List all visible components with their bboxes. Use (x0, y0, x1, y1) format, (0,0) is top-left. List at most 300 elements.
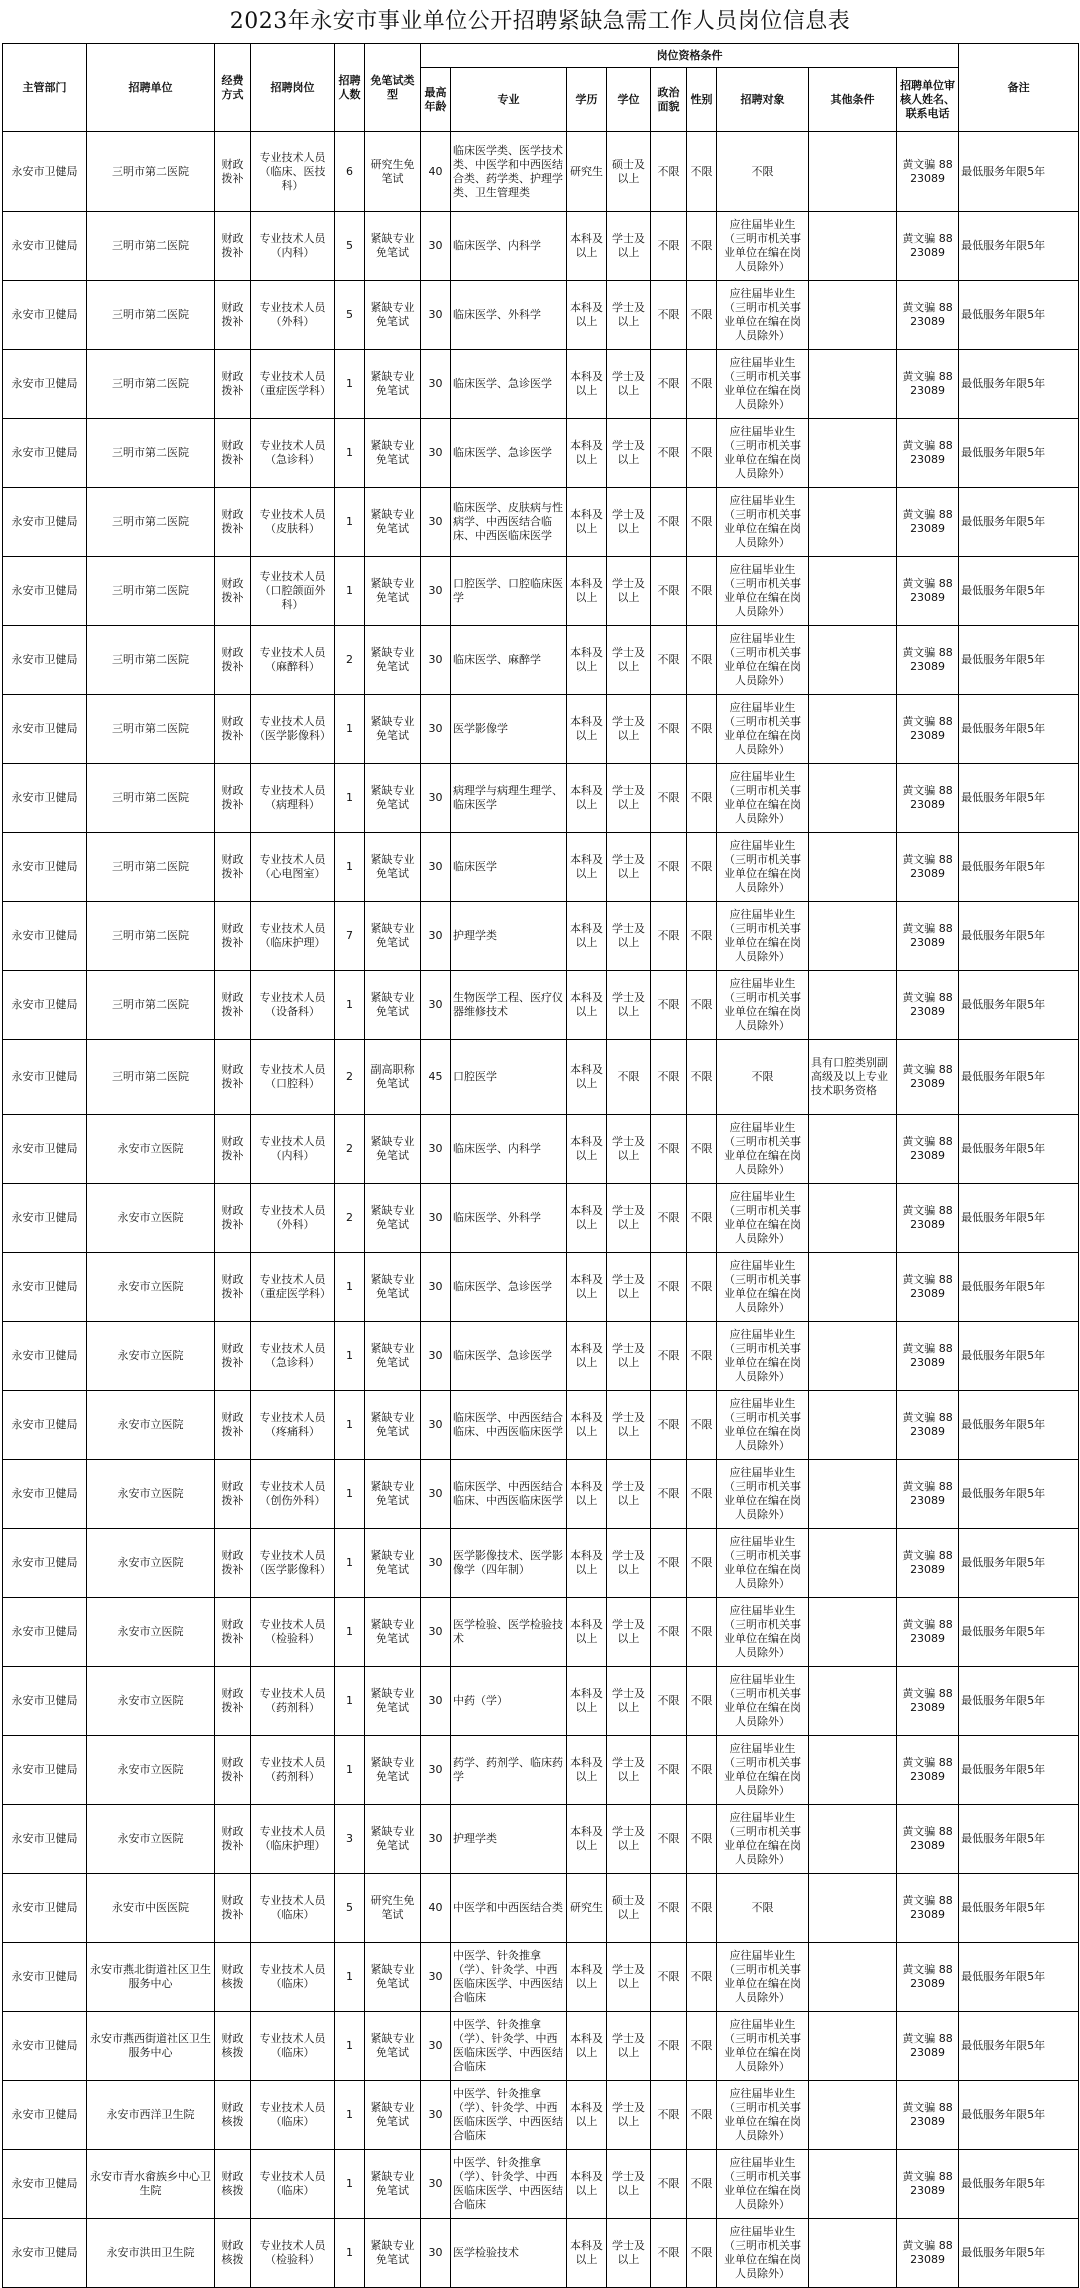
cell-funding: 财政拨补 (215, 971, 251, 1040)
cell-gender: 不限 (687, 488, 717, 557)
header-gender: 性别 (687, 68, 717, 132)
cell-major: 临床医学、中西医结合临床、中西医临床医学 (451, 1391, 567, 1460)
cell-political: 不限 (651, 2219, 687, 2288)
cell-contact: 黄文骗 8823089 (897, 695, 959, 764)
cell-count: 5 (335, 212, 365, 281)
cell-funding: 财政拨补 (215, 212, 251, 281)
cell-position: 专业技术人员（医学影像科） (251, 1529, 335, 1598)
cell-education: 本科及以上 (567, 1322, 607, 1391)
cell-age: 30 (421, 2081, 451, 2150)
cell-other (809, 833, 897, 902)
cell-position: 专业技术人员（麻醉科） (251, 626, 335, 695)
cell-count: 1 (335, 1736, 365, 1805)
cell-contact: 黄文骗 8823089 (897, 902, 959, 971)
cell-contact: 黄文骗 8823089 (897, 2081, 959, 2150)
cell-political: 不限 (651, 2150, 687, 2219)
cell-education: 本科及以上 (567, 350, 607, 419)
cell-exam: 紧缺专业免笔试 (365, 1805, 421, 1874)
cell-target: 应往届毕业生（三明市机关事业单位在编在岗人员除外） (717, 1391, 809, 1460)
cell-unit: 永安市立医院 (87, 1322, 215, 1391)
table-row (3, 1040, 1079, 1115)
cell-gender: 不限 (687, 1115, 717, 1184)
table-row (3, 1529, 1079, 1598)
cell-gender: 不限 (687, 1184, 717, 1253)
cell-dept: 永安市卫健局 (3, 971, 87, 1040)
cell-political: 不限 (651, 1736, 687, 1805)
cell-political: 不限 (651, 1040, 687, 1115)
cell-education: 本科及以上 (567, 2150, 607, 2219)
cell-age: 30 (421, 2219, 451, 2288)
cell-major: 中医学和中西医结合类 (451, 1874, 567, 1943)
table-row (3, 764, 1079, 833)
cell-political: 不限 (651, 902, 687, 971)
cell-other (809, 902, 897, 971)
header-education: 学历 (567, 68, 607, 132)
cell-contact: 黄文骗 8823089 (897, 350, 959, 419)
cell-position: 专业技术人员（病理科） (251, 764, 335, 833)
cell-funding: 财政拨补 (215, 1460, 251, 1529)
cell-education: 本科及以上 (567, 2012, 607, 2081)
cell-position: 专业技术人员（临床） (251, 1943, 335, 2012)
cell-note: 最低服务年限5年 (959, 1040, 1079, 1115)
cell-political: 不限 (651, 350, 687, 419)
cell-degree: 学士及以上 (607, 695, 651, 764)
cell-major: 中医学、针灸推拿（学）、针灸学、中西医临床医学、中西医结合临床 (451, 2012, 567, 2081)
cell-other (809, 488, 897, 557)
header-note: 备注 (959, 44, 1079, 132)
cell-funding: 财政拨补 (215, 419, 251, 488)
cell-unit: 三明市第二医院 (87, 695, 215, 764)
cell-funding: 财政核拨 (215, 2081, 251, 2150)
cell-major: 临床医学、外科学 (451, 281, 567, 350)
cell-degree: 硕士及以上 (607, 132, 651, 212)
cell-degree: 学士及以上 (607, 419, 651, 488)
cell-note: 最低服务年限5年 (959, 1598, 1079, 1667)
cell-count: 6 (335, 132, 365, 212)
cell-dept: 永安市卫健局 (3, 350, 87, 419)
cell-funding: 财政拨补 (215, 557, 251, 626)
cell-note: 最低服务年限5年 (959, 1253, 1079, 1322)
cell-exam: 紧缺专业免笔试 (365, 1943, 421, 2012)
cell-count: 3 (335, 1805, 365, 1874)
cell-degree: 学士及以上 (607, 1529, 651, 1598)
cell-count: 5 (335, 281, 365, 350)
cell-dept: 永安市卫健局 (3, 281, 87, 350)
cell-count: 1 (335, 764, 365, 833)
cell-unit: 永安市洪田卫生院 (87, 2219, 215, 2288)
cell-contact: 黄文骗 8823089 (897, 2012, 959, 2081)
cell-note: 最低服务年限5年 (959, 419, 1079, 488)
cell-exam: 紧缺专业免笔试 (365, 1460, 421, 1529)
cell-note: 最低服务年限5年 (959, 2012, 1079, 2081)
cell-contact: 黄文骗 8823089 (897, 1253, 959, 1322)
cell-major: 临床医学、急诊医学 (451, 1322, 567, 1391)
cell-exam: 紧缺专业免笔试 (365, 1115, 421, 1184)
cell-funding: 财政拨补 (215, 1598, 251, 1667)
cell-major: 中医学、针灸推拿（学）、针灸学、中西医临床医学、中西医结合临床 (451, 2081, 567, 2150)
cell-education: 本科及以上 (567, 2081, 607, 2150)
cell-note: 最低服务年限5年 (959, 1460, 1079, 1529)
table-body (3, 132, 1079, 2288)
cell-note: 最低服务年限5年 (959, 212, 1079, 281)
cell-target: 应往届毕业生（三明市机关事业单位在编在岗人员除外） (717, 1184, 809, 1253)
cell-exam: 紧缺专业免笔试 (365, 350, 421, 419)
cell-degree: 学士及以上 (607, 1943, 651, 2012)
cell-contact: 黄文骗 8823089 (897, 1943, 959, 2012)
cell-other (809, 419, 897, 488)
cell-age: 45 (421, 1040, 451, 1115)
cell-age: 40 (421, 1874, 451, 1943)
cell-count: 1 (335, 350, 365, 419)
cell-education: 本科及以上 (567, 419, 607, 488)
cell-education: 本科及以上 (567, 1598, 607, 1667)
cell-age: 30 (421, 1529, 451, 1598)
cell-count: 5 (335, 1874, 365, 1943)
cell-target: 应往届毕业生（三明市机关事业单位在编在岗人员除外） (717, 2081, 809, 2150)
header-row-1 (3, 44, 1079, 68)
cell-political: 不限 (651, 2081, 687, 2150)
header-funding: 经费方式 (215, 44, 251, 132)
cell-position: 专业技术人员（疼痛科） (251, 1391, 335, 1460)
cell-gender: 不限 (687, 1874, 717, 1943)
cell-education: 本科及以上 (567, 1805, 607, 1874)
cell-dept: 永安市卫健局 (3, 1115, 87, 1184)
cell-major: 药学、药剂学、临床药学 (451, 1736, 567, 1805)
cell-political: 不限 (651, 1667, 687, 1736)
cell-degree: 学士及以上 (607, 764, 651, 833)
cell-funding: 财政拨补 (215, 281, 251, 350)
header-major: 专业 (451, 68, 567, 132)
cell-position: 专业技术人员（临床、医技科） (251, 132, 335, 212)
cell-exam: 紧缺专业免笔试 (365, 2081, 421, 2150)
cell-funding: 财政拨补 (215, 1115, 251, 1184)
header-political: 政治面貌 (651, 68, 687, 132)
cell-political: 不限 (651, 557, 687, 626)
cell-other (809, 1391, 897, 1460)
cell-dept: 永安市卫健局 (3, 1040, 87, 1115)
cell-degree: 学士及以上 (607, 1115, 651, 1184)
table-row (3, 132, 1079, 212)
cell-note: 最低服务年限5年 (959, 626, 1079, 695)
cell-position: 专业技术人员（临床） (251, 2081, 335, 2150)
cell-position: 专业技术人员（外科） (251, 281, 335, 350)
cell-target: 应往届毕业生（三明市机关事业单位在编在岗人员除外） (717, 2150, 809, 2219)
cell-note: 最低服务年限5年 (959, 1874, 1079, 1943)
cell-exam: 紧缺专业免笔试 (365, 695, 421, 764)
cell-political: 不限 (651, 132, 687, 212)
table-row (3, 1322, 1079, 1391)
cell-dept: 永安市卫健局 (3, 1253, 87, 1322)
cell-note: 最低服务年限5年 (959, 1322, 1079, 1391)
cell-contact: 黄文骗 8823089 (897, 1667, 959, 1736)
cell-note: 最低服务年限5年 (959, 1184, 1079, 1253)
cell-exam: 紧缺专业免笔试 (365, 1322, 421, 1391)
cell-major: 口腔医学、口腔临床医学 (451, 557, 567, 626)
cell-target: 应往届毕业生（三明市机关事业单位在编在岗人员除外） (717, 1115, 809, 1184)
cell-target: 应往届毕业生（三明市机关事业单位在编在岗人员除外） (717, 419, 809, 488)
cell-contact: 黄文骗 8823089 (897, 833, 959, 902)
table-row (3, 281, 1079, 350)
cell-target: 应往届毕业生（三明市机关事业单位在编在岗人员除外） (717, 1736, 809, 1805)
cell-unit: 永安市西洋卫生院 (87, 2081, 215, 2150)
cell-unit: 永安市立医院 (87, 1805, 215, 1874)
cell-age: 30 (421, 281, 451, 350)
table-row (3, 902, 1079, 971)
cell-education: 本科及以上 (567, 1184, 607, 1253)
cell-age: 40 (421, 132, 451, 212)
cell-target: 应往届毕业生（三明市机关事业单位在编在岗人员除外） (717, 2012, 809, 2081)
cell-count: 1 (335, 2012, 365, 2081)
cell-contact: 黄文骗 8823089 (897, 1598, 959, 1667)
cell-dept: 永安市卫健局 (3, 212, 87, 281)
cell-count: 1 (335, 2219, 365, 2288)
cell-funding: 财政核拨 (215, 2219, 251, 2288)
cell-other (809, 2219, 897, 2288)
cell-target: 应往届毕业生（三明市机关事业单位在编在岗人员除外） (717, 1667, 809, 1736)
cell-exam: 紧缺专业免笔试 (365, 1184, 421, 1253)
cell-gender: 不限 (687, 971, 717, 1040)
cell-funding: 财政核拨 (215, 1943, 251, 2012)
cell-unit: 永安市燕北街道社区卫生服务中心 (87, 1943, 215, 2012)
cell-funding: 财政拨补 (215, 1040, 251, 1115)
cell-count: 2 (335, 1184, 365, 1253)
cell-age: 30 (421, 1184, 451, 1253)
cell-other (809, 281, 897, 350)
cell-exam: 紧缺专业免笔试 (365, 488, 421, 557)
cell-degree: 学士及以上 (607, 1391, 651, 1460)
cell-education: 本科及以上 (567, 971, 607, 1040)
cell-contact: 黄文骗 8823089 (897, 1529, 959, 1598)
cell-other (809, 1874, 897, 1943)
cell-dept: 永安市卫健局 (3, 419, 87, 488)
cell-contact: 黄文骗 8823089 (897, 626, 959, 695)
cell-major: 医学影像技术、医学影像学（四年制） (451, 1529, 567, 1598)
cell-degree: 学士及以上 (607, 488, 651, 557)
cell-unit: 三明市第二医院 (87, 488, 215, 557)
cell-contact: 黄文骗 8823089 (897, 1805, 959, 1874)
cell-major: 临床医学、急诊医学 (451, 419, 567, 488)
cell-exam: 紧缺专业免笔试 (365, 419, 421, 488)
cell-other (809, 626, 897, 695)
cell-count: 1 (335, 1598, 365, 1667)
cell-political: 不限 (651, 1322, 687, 1391)
table-row (3, 1391, 1079, 1460)
cell-exam: 紧缺专业免笔试 (365, 557, 421, 626)
cell-unit: 三明市第二医院 (87, 764, 215, 833)
cell-age: 30 (421, 1805, 451, 1874)
table-row (3, 1460, 1079, 1529)
cell-funding: 财政拨补 (215, 833, 251, 902)
cell-funding: 财政拨补 (215, 132, 251, 212)
cell-political: 不限 (651, 1253, 687, 1322)
cell-education: 本科及以上 (567, 1667, 607, 1736)
cell-degree: 学士及以上 (607, 2150, 651, 2219)
cell-major: 中药（学） (451, 1667, 567, 1736)
cell-political: 不限 (651, 626, 687, 695)
cell-major: 口腔医学 (451, 1040, 567, 1115)
cell-contact: 黄文骗 8823089 (897, 1391, 959, 1460)
header-count: 招聘人数 (335, 44, 365, 132)
cell-gender: 不限 (687, 132, 717, 212)
cell-count: 2 (335, 1115, 365, 1184)
cell-dept: 永安市卫健局 (3, 695, 87, 764)
header-degree: 学位 (607, 68, 651, 132)
cell-funding: 财政拨补 (215, 1253, 251, 1322)
cell-political: 不限 (651, 1529, 687, 1598)
cell-degree: 学士及以上 (607, 1322, 651, 1391)
cell-count: 1 (335, 695, 365, 764)
cell-target: 应往届毕业生（三明市机关事业单位在编在岗人员除外） (717, 557, 809, 626)
cell-target: 应往届毕业生（三明市机关事业单位在编在岗人员除外） (717, 281, 809, 350)
cell-dept: 永安市卫健局 (3, 1322, 87, 1391)
header-position: 招聘岗位 (251, 44, 335, 132)
cell-age: 30 (421, 1460, 451, 1529)
cell-education: 本科及以上 (567, 212, 607, 281)
cell-gender: 不限 (687, 212, 717, 281)
cell-count: 1 (335, 1391, 365, 1460)
cell-target: 应往届毕业生（三明市机关事业单位在编在岗人员除外） (717, 2219, 809, 2288)
cell-age: 30 (421, 1736, 451, 1805)
cell-major: 中医学、针灸推拿（学）、针灸学、中西医临床医学、中西医结合临床 (451, 1943, 567, 2012)
cell-position: 专业技术人员（临床） (251, 2012, 335, 2081)
cell-count: 1 (335, 833, 365, 902)
cell-funding: 财政拨补 (215, 902, 251, 971)
cell-education: 本科及以上 (567, 1460, 607, 1529)
cell-dept: 永安市卫健局 (3, 1460, 87, 1529)
cell-political: 不限 (651, 1874, 687, 1943)
cell-other (809, 1460, 897, 1529)
cell-exam: 紧缺专业免笔试 (365, 1529, 421, 1598)
cell-contact: 黄文骗 8823089 (897, 1460, 959, 1529)
cell-dept: 永安市卫健局 (3, 1529, 87, 1598)
table-row (3, 1184, 1079, 1253)
cell-major: 临床医学、内科学 (451, 212, 567, 281)
cell-gender: 不限 (687, 1598, 717, 1667)
cell-position: 专业技术人员（临床） (251, 2150, 335, 2219)
cell-contact: 黄文骗 8823089 (897, 2150, 959, 2219)
cell-age: 30 (421, 1253, 451, 1322)
cell-education: 本科及以上 (567, 488, 607, 557)
cell-note: 最低服务年限5年 (959, 764, 1079, 833)
cell-dept: 永安市卫健局 (3, 1805, 87, 1874)
cell-exam: 紧缺专业免笔试 (365, 1667, 421, 1736)
cell-note: 最低服务年限5年 (959, 557, 1079, 626)
cell-unit: 三明市第二医院 (87, 132, 215, 212)
cell-education: 本科及以上 (567, 281, 607, 350)
table-row (3, 626, 1079, 695)
cell-note: 最低服务年限5年 (959, 281, 1079, 350)
cell-note: 最低服务年限5年 (959, 1805, 1079, 1874)
cell-education: 研究生 (567, 1874, 607, 1943)
cell-political: 不限 (651, 1460, 687, 1529)
cell-major: 临床医学、皮肤病与性病学、中西医结合临床、中西医临床医学 (451, 488, 567, 557)
cell-age: 30 (421, 626, 451, 695)
cell-gender: 不限 (687, 419, 717, 488)
cell-other (809, 1322, 897, 1391)
table-row (3, 350, 1079, 419)
cell-major: 临床医学、内科学 (451, 1115, 567, 1184)
cell-contact: 黄文骗 8823089 (897, 212, 959, 281)
cell-position: 专业技术人员（临床） (251, 1874, 335, 1943)
cell-unit: 三明市第二医院 (87, 626, 215, 695)
cell-contact: 黄文骗 8823089 (897, 281, 959, 350)
table-row (3, 1667, 1079, 1736)
cell-count: 1 (335, 1943, 365, 2012)
positions-table (2, 43, 1079, 2288)
cell-gender: 不限 (687, 1805, 717, 1874)
cell-contact: 黄文骗 8823089 (897, 419, 959, 488)
cell-dept: 永安市卫健局 (3, 1184, 87, 1253)
cell-major: 护理学类 (451, 902, 567, 971)
cell-unit: 永安市立医院 (87, 1391, 215, 1460)
cell-target: 应往届毕业生（三明市机关事业单位在编在岗人员除外） (717, 1943, 809, 2012)
cell-position: 专业技术人员（临床护理） (251, 1805, 335, 1874)
cell-position: 专业技术人员（内科） (251, 212, 335, 281)
cell-other (809, 695, 897, 764)
cell-exam: 紧缺专业免笔试 (365, 971, 421, 1040)
cell-gender: 不限 (687, 2012, 717, 2081)
cell-education: 本科及以上 (567, 1115, 607, 1184)
cell-other (809, 557, 897, 626)
cell-position: 专业技术人员（检验科） (251, 2219, 335, 2288)
cell-education: 本科及以上 (567, 2219, 607, 2288)
cell-target: 应往届毕业生（三明市机关事业单位在编在岗人员除外） (717, 902, 809, 971)
cell-education: 本科及以上 (567, 1040, 607, 1115)
cell-degree: 学士及以上 (607, 1460, 651, 1529)
cell-position: 专业技术人员（心电图室） (251, 833, 335, 902)
cell-contact: 黄文骗 8823089 (897, 1115, 959, 1184)
cell-note: 最低服务年限5年 (959, 132, 1079, 212)
cell-major: 临床医学 (451, 833, 567, 902)
cell-exam: 研究生免笔试 (365, 132, 421, 212)
cell-note: 最低服务年限5年 (959, 2081, 1079, 2150)
cell-unit: 永安市立医院 (87, 1598, 215, 1667)
cell-political: 不限 (651, 488, 687, 557)
cell-age: 30 (421, 212, 451, 281)
cell-note: 最低服务年限5年 (959, 1391, 1079, 1460)
cell-contact: 黄文骗 8823089 (897, 1322, 959, 1391)
cell-gender: 不限 (687, 833, 717, 902)
cell-age: 30 (421, 833, 451, 902)
cell-funding: 财政核拨 (215, 2012, 251, 2081)
cell-age: 30 (421, 2012, 451, 2081)
cell-unit: 三明市第二医院 (87, 281, 215, 350)
cell-funding: 财政拨补 (215, 1736, 251, 1805)
table-row (3, 557, 1079, 626)
cell-unit: 三明市第二医院 (87, 419, 215, 488)
cell-unit: 永安市立医院 (87, 1253, 215, 1322)
cell-education: 本科及以上 (567, 1253, 607, 1322)
cell-count: 2 (335, 1040, 365, 1115)
cell-other (809, 212, 897, 281)
cell-other (809, 1598, 897, 1667)
cell-unit: 三明市第二医院 (87, 1040, 215, 1115)
cell-gender: 不限 (687, 695, 717, 764)
cell-other (809, 2150, 897, 2219)
cell-gender: 不限 (687, 1040, 717, 1115)
cell-target: 应往届毕业生（三明市机关事业单位在编在岗人员除外） (717, 1805, 809, 1874)
cell-count: 2 (335, 626, 365, 695)
cell-contact: 黄文骗 8823089 (897, 132, 959, 212)
cell-dept: 永安市卫健局 (3, 132, 87, 212)
cell-funding: 财政拨补 (215, 764, 251, 833)
cell-other (809, 1736, 897, 1805)
cell-gender: 不限 (687, 2219, 717, 2288)
cell-degree: 不限 (607, 1040, 651, 1115)
cell-age: 30 (421, 2150, 451, 2219)
cell-other (809, 132, 897, 212)
cell-gender: 不限 (687, 626, 717, 695)
